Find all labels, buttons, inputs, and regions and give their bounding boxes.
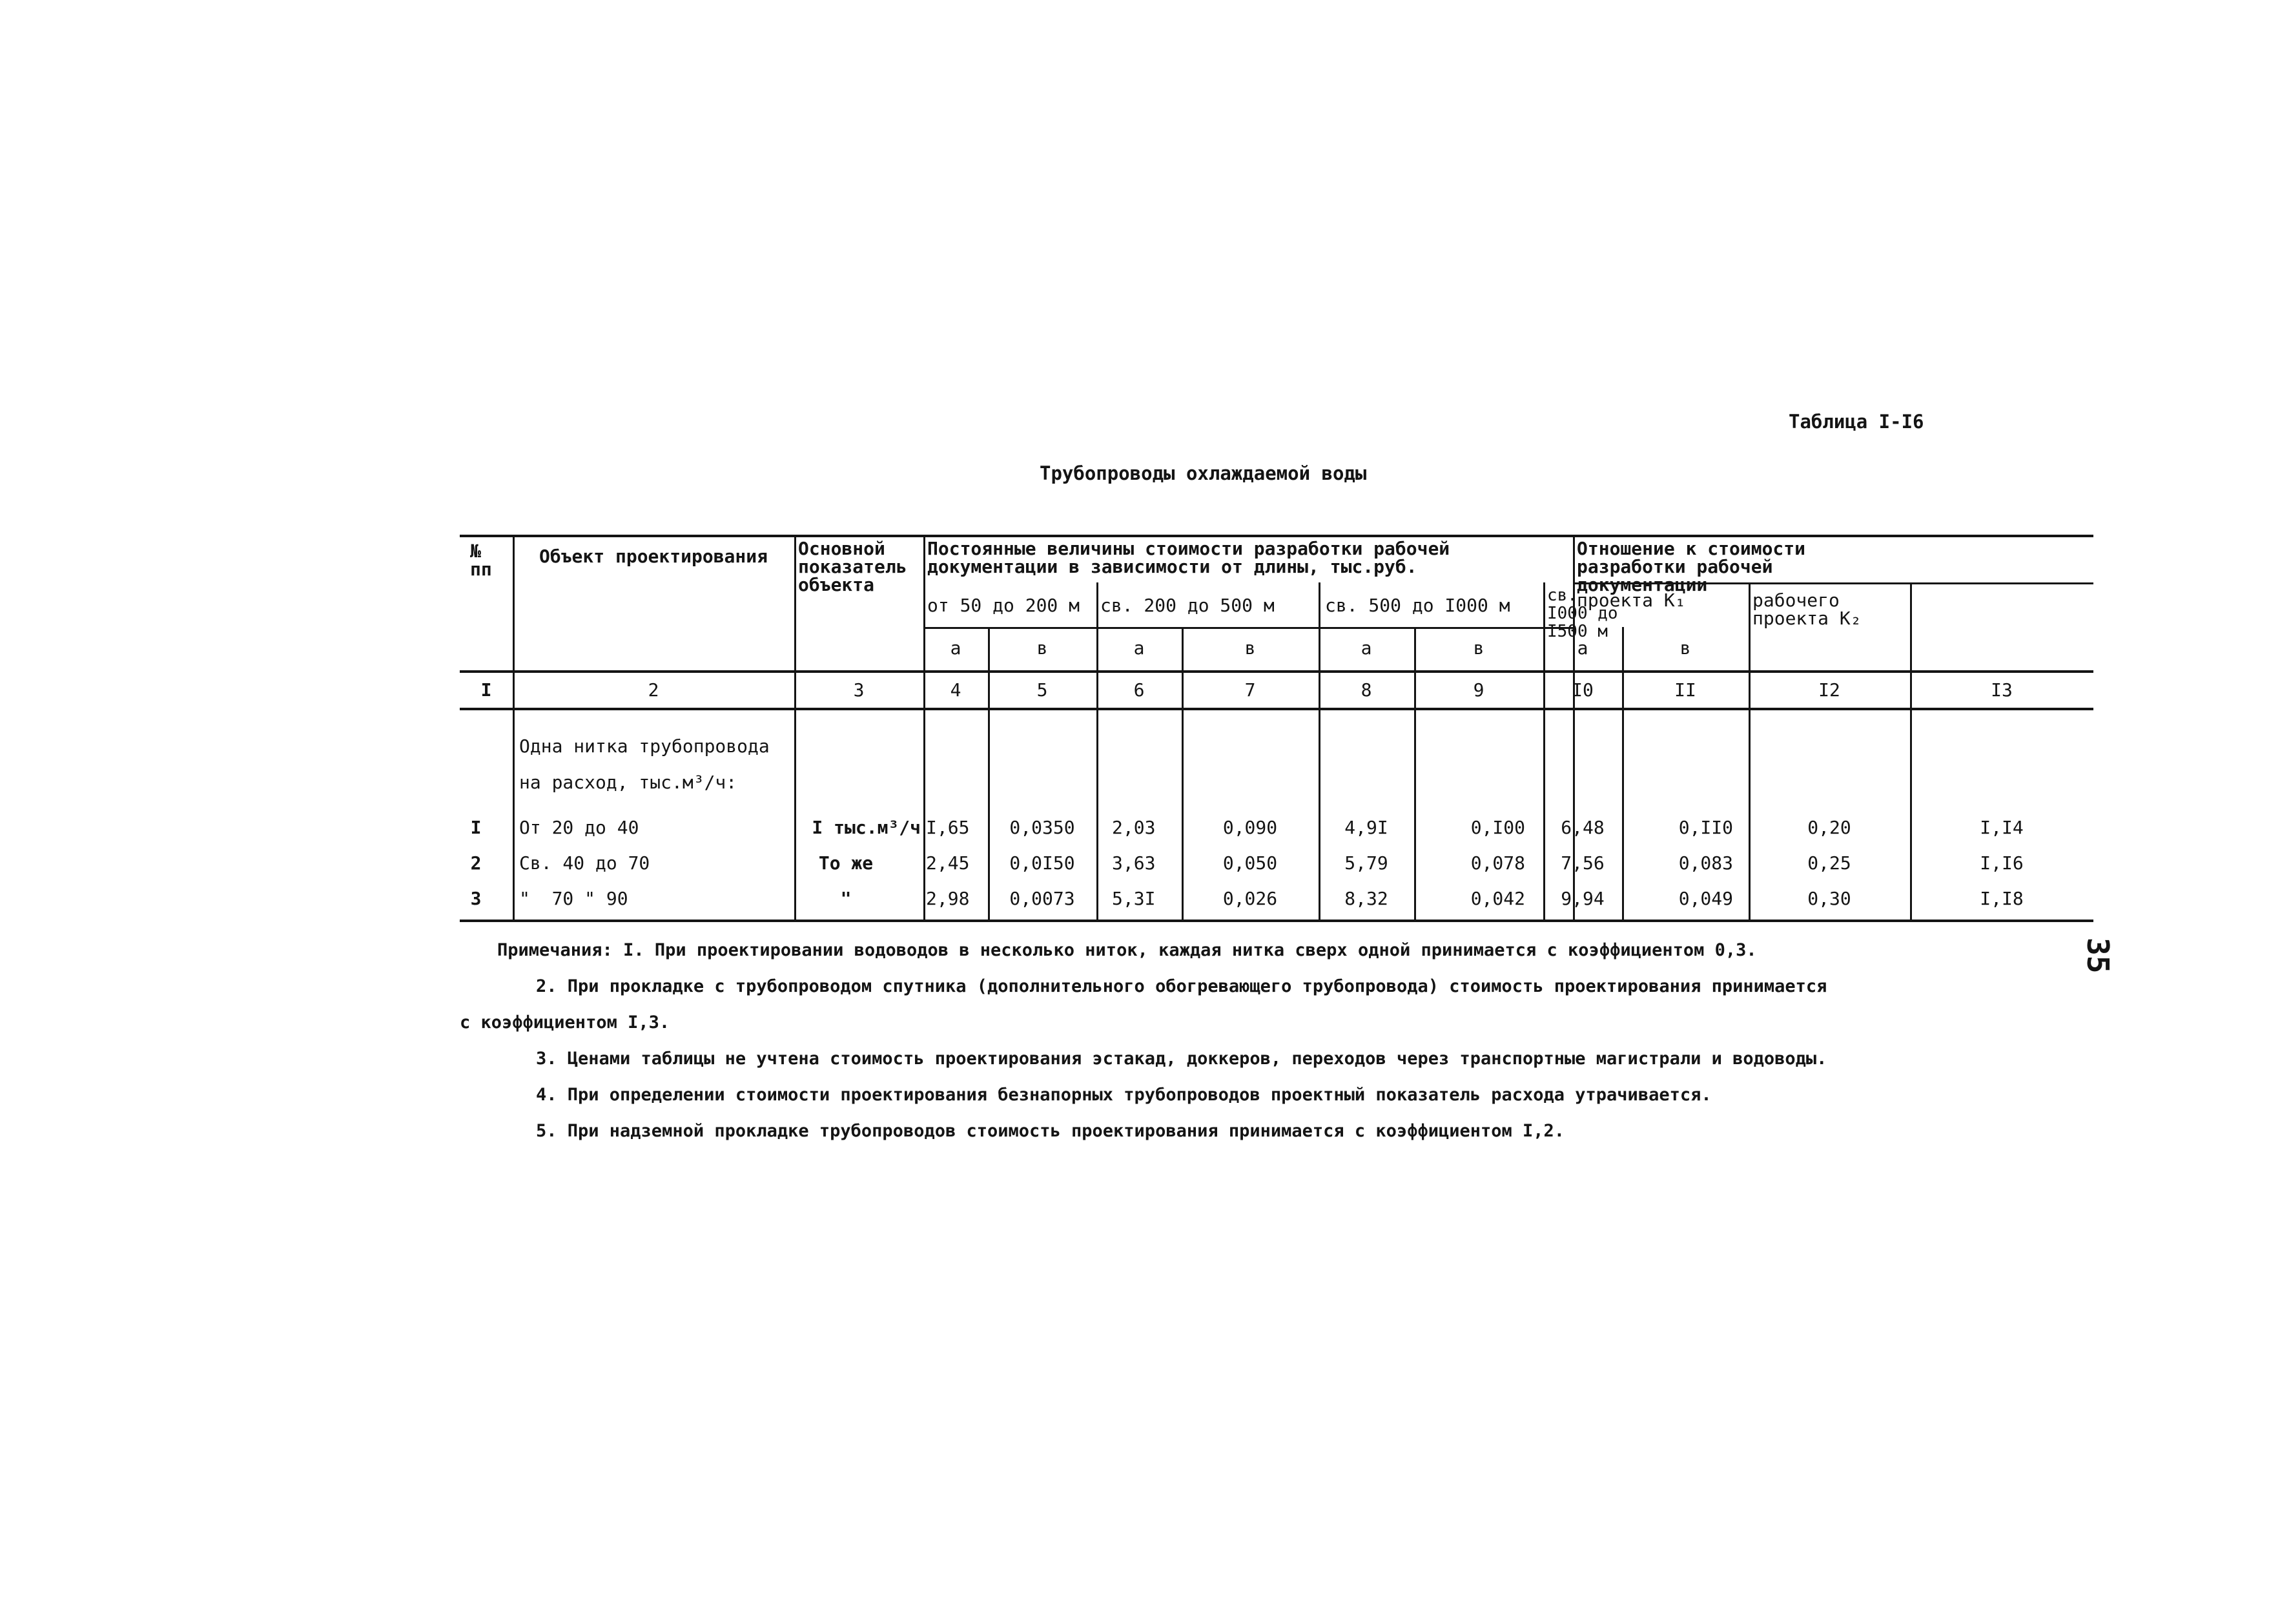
note-2: 2. При прокладке с трубопроводом спутника (дополнительного обогревающего трубопровода) стоимость проектирования принимается [536,976,1827,996]
header-b: в [1244,637,1256,659]
header-object: Объект проектирования [539,546,768,567]
row-indicator: " [840,888,852,909]
col-number: 2 [648,679,659,701]
header-a: а [1577,637,1588,659]
header-range-3: св. 500 до I000 м [1325,595,1510,616]
header-rule-3 [460,670,2093,673]
col-number: 8 [1361,679,1372,701]
cell-value: 5,79 [1344,852,1388,874]
cell-value: 2,45 [926,852,970,874]
row-object: От 20 до 40 [519,817,639,838]
note-3: 3. Ценами таблицы не учтена стоимость проектирования эстакад, доккеров, переходов через транспортные магистрали и водоводы. [536,1049,1827,1069]
row-number: 2 [470,852,482,874]
col-number: 9 [1473,679,1484,701]
col-divider [1414,627,1416,922]
cell-value: 0,049 [1678,888,1733,909]
note-4: 4. При определении стоимости проектирования безнапорных трубопроводов проектный показатель расхода утрачивается. [536,1085,1712,1105]
col-number: 4 [950,679,961,701]
cell-value: 0,II0 [1678,817,1733,838]
cell-value: 0,042 [1470,888,1525,909]
cell-value: 8,32 [1344,888,1388,909]
table-label: Таблица I-I6 [1789,411,1924,433]
col-number: II [1674,679,1696,701]
cell-value: 0,0350 [1009,817,1075,838]
header-rule-2 [923,627,1573,629]
col-number: I0 [1572,679,1594,701]
cell-value: 6,48 [1561,817,1605,838]
col-number: I2 [1818,679,1840,701]
col-number: 3 [853,679,865,701]
cell-value: 9,94 [1561,888,1605,909]
cell-value: 0,0I50 [1009,852,1075,874]
cell-value: I,I8 [1980,888,2024,909]
cell-value: 0,050 [1222,852,1278,874]
header-constants: Постоянные величины стоимости разработки рабочей документации в зависимости от длины, тыс.руб. [927,538,1450,577]
cell-value: 0,026 [1222,888,1278,909]
header-a: а [1361,637,1372,659]
page-title: Трубопроводы охлаждаемой воды [1040,462,1367,484]
col-divider [1096,582,1098,922]
cell-value: 5,3I [1112,888,1156,909]
header-indicator: Основной показатель объекта [798,538,907,595]
table-top-rule [460,535,2093,537]
header-k1: проекта K₁ [1577,590,1686,611]
header-k2: рабочего проекта K₂ [1752,590,1862,629]
header-ratio: Отношение к стоимости разработки рабочей документации [1577,538,1806,595]
row-object: Св. 40 до 70 [519,852,650,874]
col-number: 7 [1244,679,1256,701]
header-rule-4 [460,708,2093,710]
row-indicator: I тыс.м³/ч [812,817,921,838]
cell-value: 3,63 [1112,852,1156,874]
row-number: 3 [470,888,482,909]
cell-value: 7,56 [1561,852,1605,874]
cell-value: 0,0073 [1009,888,1075,909]
note-1: Примечания: I. При проектировании водоводов в несколько ниток, каждая нитка сверх одной принимается с коэффициентом 0,3. [497,940,1757,960]
col-number: I3 [1991,679,2013,701]
cell-value: I,I6 [1980,852,2024,874]
header-a: а [950,637,961,659]
header-b: в [1036,637,1048,659]
cell-value: I,65 [926,817,970,838]
note-2-continued: с коэффициентом I,3. [460,1012,670,1033]
header-range-1: от 50 до 200 м [927,595,1080,616]
col-divider [1622,627,1624,922]
cell-value: 2,98 [926,888,970,909]
cell-value: 0,30 [1807,888,1851,909]
cell-value: I,I4 [1980,817,2024,838]
col-divider [513,535,515,922]
cell-value: 0,I00 [1470,817,1525,838]
header-b: в [1679,637,1691,659]
header-b: в [1473,637,1484,659]
cell-value: 0,090 [1222,817,1278,838]
row-indicator: То же [818,852,874,874]
header-range-2: св. 200 до 500 м [1100,595,1275,616]
cell-value: 0,083 [1678,852,1733,874]
note-5: 5. При надземной прокладке трубопроводов стоимость проектирования принимается с коэффициентом I,2. [536,1121,1565,1141]
cell-value: 0,25 [1807,852,1851,874]
row-number: I [470,817,482,838]
page-number: 35 [2080,938,2115,974]
header-range-4: св. I000 до I500 м [1547,586,1618,641]
cell-value: 4,9I [1344,817,1388,838]
col-number: 6 [1133,679,1145,701]
col-divider [1182,627,1184,922]
cell-value: 0,078 [1470,852,1525,874]
data-table [460,535,2093,924]
col-divider [988,627,990,922]
col-number: 5 [1036,679,1048,701]
header-a: а [1133,637,1145,659]
col-number: I [480,679,492,701]
cell-value: 2,03 [1112,817,1156,838]
table-bottom-rule [460,920,2093,922]
header-num: № пп [470,540,492,580]
group-title: Одна нитка трубопровода на расход, тыс.м³/ч: [519,735,770,793]
cell-value: 0,20 [1807,817,1851,838]
col-divider [923,535,925,922]
row-object: " 70 " 90 [519,888,628,909]
